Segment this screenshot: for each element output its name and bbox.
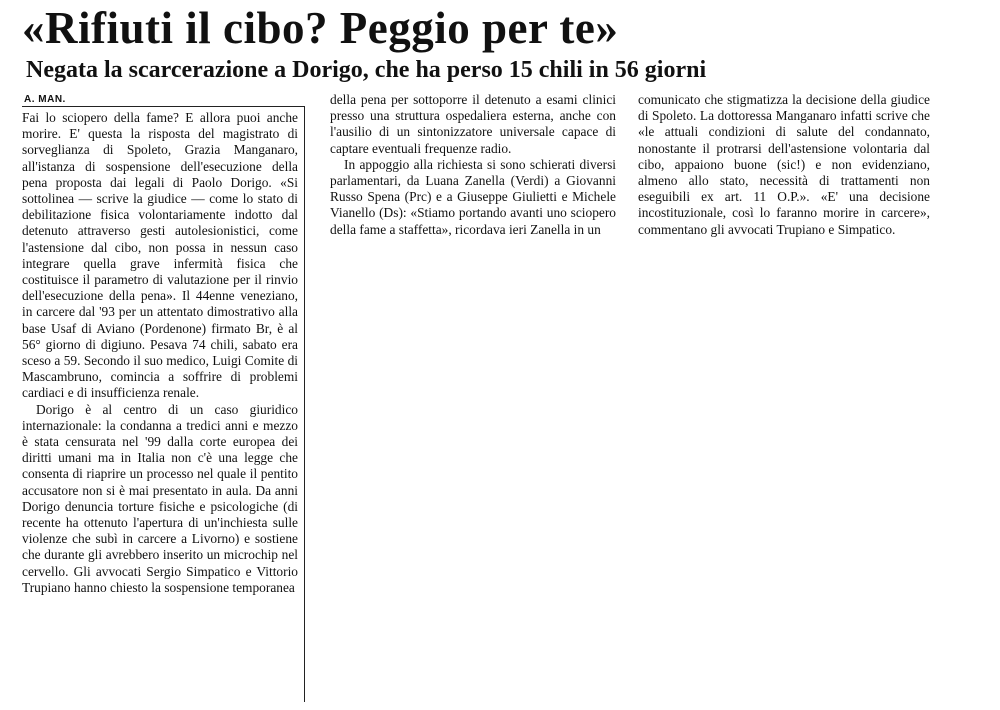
article-column-2 — [330, 92, 616, 238]
paragraph: della pena per sottoporre il detenuto a esami clinici presso una struttura ospedaliera esterna, anche con l'ausilio di un sintonizzatore universale capace di captare eventuali frequenze radio. — [330, 92, 616, 156]
byline-rule — [22, 106, 304, 107]
paragraph: In appoggio alla richiesta si sono schierati diversi parlamentari, da Luana Zanella (Verdi) a Giovanni Russo Spena (Prc) e a Giuseppe Giulietti e Michele Vianello (Ds): «Stiamo portando avanti uno sciopero della fame a staffetta», ricordava ieri Zanella in un — [330, 156, 616, 237]
article-column-1 — [22, 110, 298, 596]
byline: A. MAN. — [24, 94, 66, 105]
paragraph: Fai lo sciopero della fame? E allora puoi anche morire. E' questa la risposta del magistrato di sorveglianza di Spoleto, Grazia Manganaro, all'istanza di sospensione dell'esecuzione della pena proposta dai legali di Paolo Dorigo. «Si sottolinea — scrive la giudice — come lo stato di debilitazione fisica volontariamente indotto dal detenuto attraverso gesti autolesionistici, come l'astensione dal cibo, non possa in nessun caso integrare quella grave infermità fisica che costituisce il parametro di valutazione per il rinvio dell'esecuzione della pena». Il 44enne veneziano, in carcere dal '93 per un attentato dimostrativo alla base Usaf di Aviano (Pordenone) firmato Br, è al 56° giorno di digiuno. Pesava 74 chili, sabato era sceso a 59. Secondo il suo medico, Luigi Comite di Mascambruno, comincia a soffrire di problemi cardiaci e di insufficienza renale. — [22, 110, 298, 401]
subheadline: Negata la scarcerazione a Dorigo, che ha perso 15 chili in 56 giorni — [26, 57, 707, 83]
column-divider — [304, 106, 305, 702]
article-column-3 — [638, 92, 930, 238]
paragraph: Dorigo è al centro di un caso giuridico internazionale: la condanna a tredici anni e mezzo è stata censurata nel '99 dalla corte europea dei diritti umani ma in Italia non c'è una legge che consenta di riaprire un processo nel quale il pentito accusatore non si è mai presentato in aula. Da anni Dorigo denuncia torture fisiche e psicologiche (di recente ha ottenuto l'apertura di un'inchiesta sulle violenze che subì in carcere a Livorno) e sostiene che durante gli avrebbero inserito un microchip nel cervello. Gli avvocati Sergio Simpatico e Vittorio Trupiano hanno chiesto la sospensione temporanea — [22, 401, 298, 595]
paragraph: comunicato che stigmatizza la decisione della giudice di Spoleto. La dottoressa Manganaro infatti scrive che «le attuali condizioni di salute del condannato, nonostante il protrarsi dell'astensione volontaria dal cibo, appaiono buone (sic!) e non evidenziano, almeno allo stato, necessità di trattamenti non eseguibili ex art. 11 O.P.». «E' una decisione incostituzionale, così lo faranno morire in carcere», commentano gli avvocati Trupiano e Simpatico. — [638, 92, 930, 237]
headline: «Rifiuti il cibo? Peggio per te» — [22, 3, 619, 53]
